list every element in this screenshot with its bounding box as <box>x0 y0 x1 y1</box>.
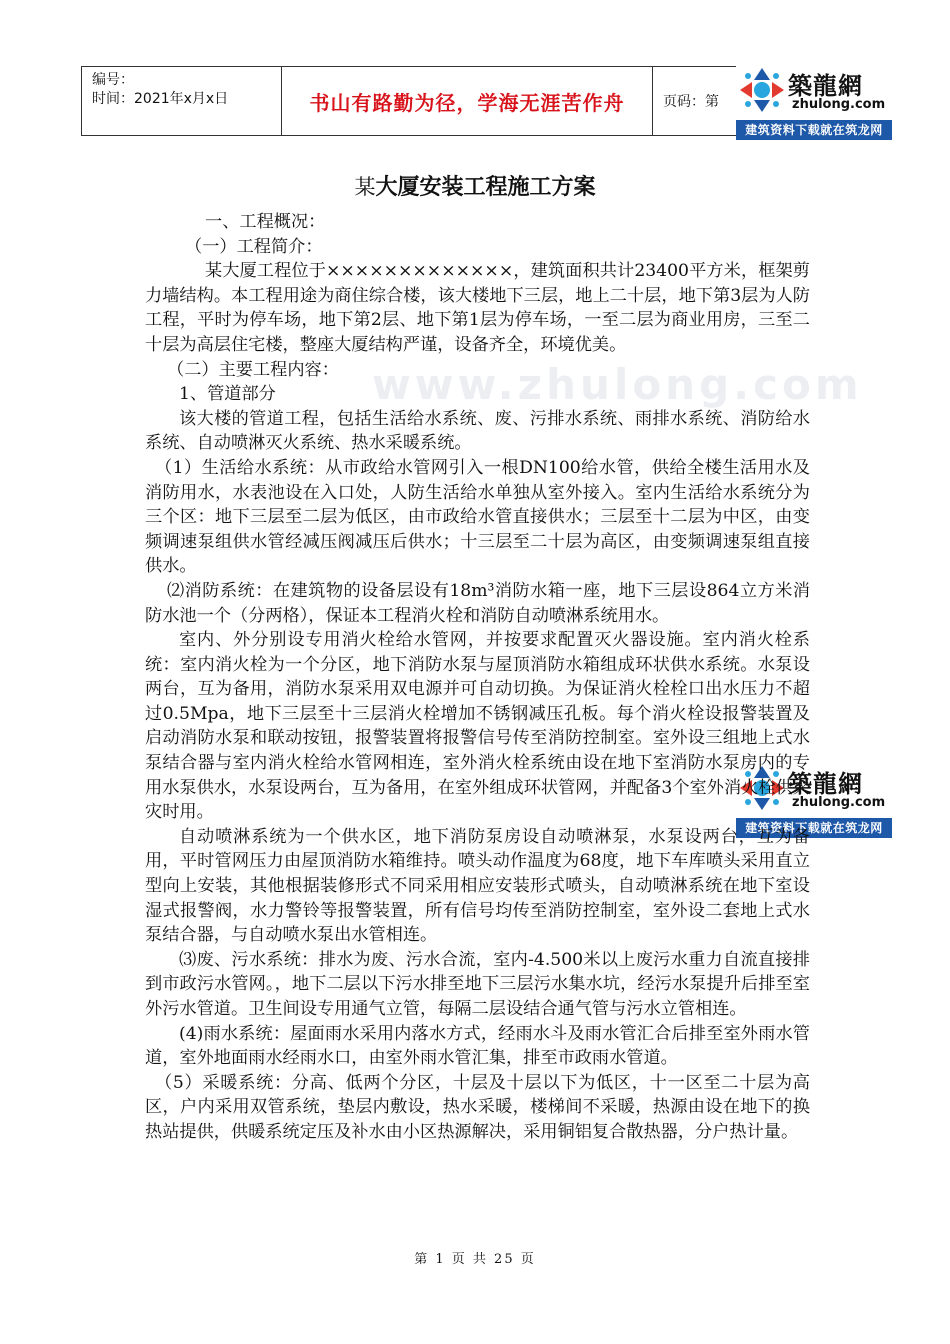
logo-domain: zhulong.com <box>792 97 886 112</box>
document-title <box>0 170 950 201</box>
logo-slogan: 建筑资料下载就在筑龙网 <box>736 120 892 140</box>
logo-domain: zhulong.com <box>792 795 886 810</box>
page-footer: 第 1 页 共 25 页 <box>414 1252 536 1267</box>
time-label: 时间：2021年x月x日 <box>92 91 229 107</box>
header-motto: 书山有路勤为径，学海无涯苦作舟 <box>282 67 653 135</box>
paragraph: (4)雨水系统：屋面雨水采用内落水方式，经雨水斗及雨水管汇合后排至室外雨水管道，室外地面雨水经雨水口，由室外雨水管汇集，排至市政雨水管道。 <box>145 1023 810 1069</box>
paragraph: ⑶废、污水系统：排水为废、污水合流，室内-4.500米以上废污水重力自流直接排到市政污水管网。，地下二层以下污水排至地下三层污水集水坑，经污水泵提升后排至室外污水管道。卫生间设专用通气立管，每隔二层设结合通气管与污水立管相连。 <box>145 949 810 1019</box>
logo-slogan: 建筑资料下载就在筑龙网 <box>736 818 892 838</box>
paragraph: 室内、外分别设专用消火栓给水管网，并按要求配置灭火器设施。室内消火栓系统：室内消火栓为一个分区，地下消防水泵与屋顶消防水箱组成环状供水系统。水泵设两台，互为备用，消防水泵采用双电源并可自动切换。为保证消火栓栓口出水压力不超过0.5Mpa，地下三层至十三层消火栓增加不锈钢减压孔板。每个消火栓设报警装置及启动消防水泵和联动按钮，报警装置将报警信号传至消防控制室。室外设三组地上式水泵结合器与室内消火栓给水管网相连，室外消火栓系统由设在地下室消防水泵房内的专用水泵供水，水泵设两台，互为备用，在室外组成环状管网，并配备3个室外消火栓供火灾时用。 <box>145 630 810 823</box>
zhulong-emblem-icon <box>738 66 786 114</box>
watermark: www.zhulong.com <box>372 360 863 409</box>
document-body <box>145 210 810 1145</box>
header-meta <box>82 67 282 135</box>
paragraph: （1）生活给水系统：从市政给水管网引入一根DN100给水管，供给全楼生活用水及消防用水，水表池设在入口处，人防生活给水单独从室外接入。室内生活给水系统分为三个区：地下三层至二层为低区，由市政给水管直接供水；三层至十二层为中区，由变频调速泵组供水管经减压阀减压后供水；十三层至二十层为高区，由变频调速泵组直接供水。 <box>145 457 810 577</box>
logo-brand: 築龍網 <box>788 72 863 100</box>
number-label: 编号： <box>92 72 134 88</box>
paragraph: 某大厦工程位于×××××××××××××，建筑面积共计23400平方米，框架剪力墙结构。本工程用途为商住综合楼，该大楼地下三层，地上二十层，地下第3层为人防工程，平时为停车场，地下第2层、地下第1层为停车场，一至二层为商业用房，三至二十层为高层住宅楼，整座大厦结构严谨，设备齐全，环境优美。 <box>145 261 810 355</box>
zhulong-logo <box>736 64 892 142</box>
paragraph: （5）采暖系统：分高、低两个分区，十层及十层以下为低区，十一区至二十层为高区，户内采用双管系统，垫层内敷设，热水采暖，楼梯间不采暖，热源由设在地下的换热站提供，供暖系统定压及补水由小区热源解决，采用铜铝复合散热器，分户热计量。 <box>145 1072 810 1142</box>
logo-brand: 築龍網 <box>788 770 863 798</box>
paragraph: ⑵消防系统：在建筑物的设备层设有18m³消防水箱一座，地下三层设864立方米消防水池一个（分两格），保证本工程消火栓和消防自动喷淋系统用水。 <box>145 580 810 626</box>
title-main: 大厦安装工程施工方案 <box>375 175 596 200</box>
paragraph: 自动喷淋系统为一个供水区，地下消防泵房设自动喷淋泵，水泵设两台，互为备用，平时管网压力由屋顶消防水箱维持。喷头动作温度为68度，地下车库喷头采用直立型向上安装，其他根据装修形式不同采用相应安装形式喷头，自动喷淋系统在地下室设湿式报警阀，水力警铃等报警装置，所有信号均传至消防控制室，室外设二套地上式水泵结合器，与自动喷水泵出水管相连。 <box>145 826 810 946</box>
paragraph: 1、管道部分 <box>179 384 276 405</box>
paragraph: （一）工程简介： <box>185 236 323 257</box>
paragraph: 该大楼的管道工程，包括生活给水系统、废、污排水系统、雨排水系统、消防给水系统、自动喷淋灭火系统、热水采暖系统。 <box>145 408 810 454</box>
page-label: 页码：第 <box>663 94 719 110</box>
paragraph: （二）主要工程内容： <box>167 359 339 380</box>
title-prefix: 某 <box>354 175 376 199</box>
paragraph: 一、工程概况： <box>205 212 326 232</box>
